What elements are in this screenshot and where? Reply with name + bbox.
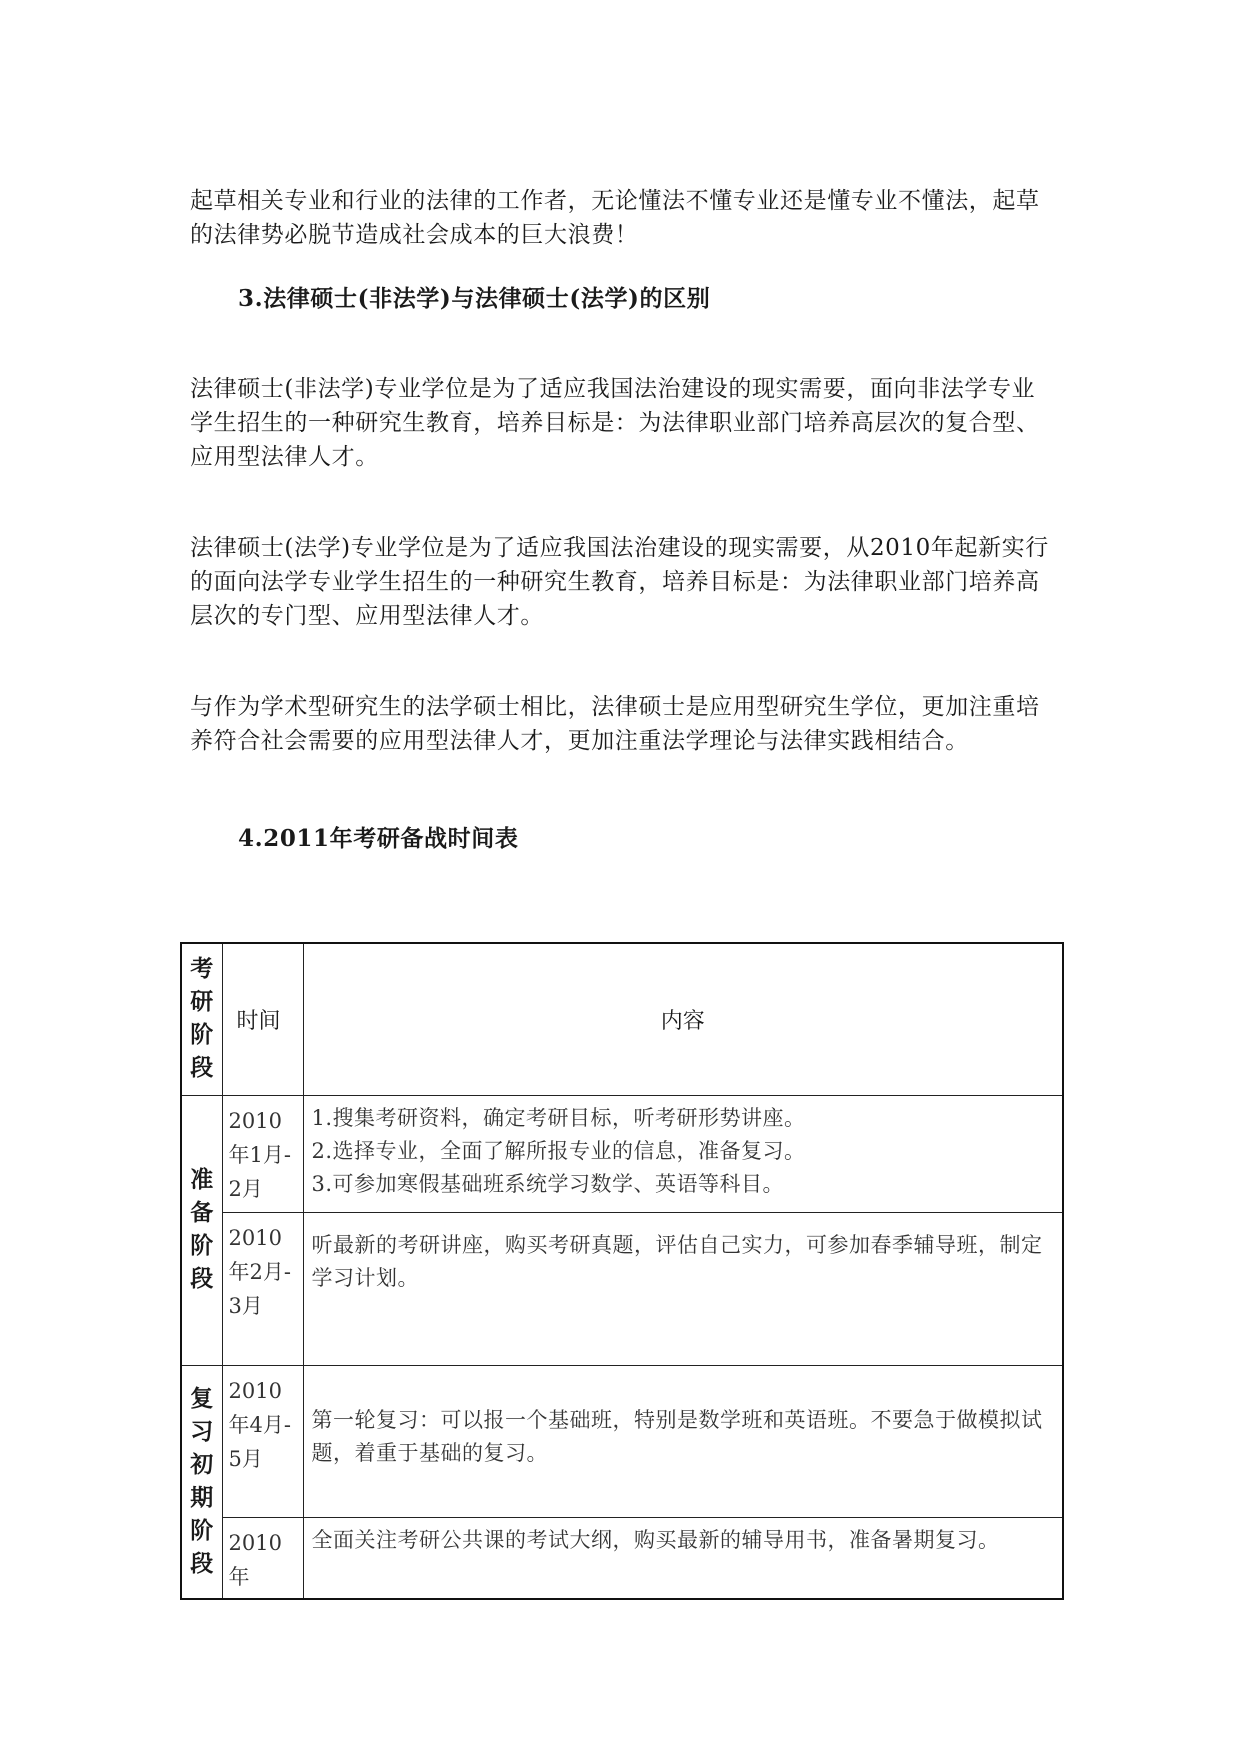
content-line: 第一轮复习：可以报一个基础班，特别是数学班和英语班。不要急于做模拟试题，着重于基础的复习。 [311, 1407, 1043, 1465]
header-stage: 考研阶段 [181, 943, 222, 1095]
stage-early-review: 复习初期阶段 [181, 1365, 222, 1599]
row-content [303, 1212, 1063, 1365]
content-line: 1.搜集考研资料，确定考研目标，听考研形势讲座。 [311, 1105, 806, 1130]
section-heading-3: 3.法律硕士(非法学)与法律硕士(法学)的区别 [238, 285, 711, 312]
row-time: 2010年4月-5月 [222, 1365, 303, 1517]
section-heading-4: 4.2011年考研备战时间表 [238, 825, 519, 852]
stage-preparation: 准备阶段 [181, 1095, 222, 1365]
table-row [181, 1517, 1063, 1599]
schedule-table [180, 942, 1064, 1600]
row-time: 2010年1月-2月 [222, 1095, 303, 1212]
paragraph-law-jm: 法律硕士(法学)专业学位是为了适应我国法治建设的现实需要，从2010年起新实行的面向法学专业学生招生的一种研究生教育，培养目标是：为法律职业部门培养高层次的专门型、应用型法律人才。 [190, 535, 1049, 629]
header-time: 时间 [222, 943, 303, 1095]
table-row [181, 1365, 1063, 1517]
paragraph-non-law-jm: 法律硕士(非法学)专业学位是为了适应我国法治建设的现实需要，面向非法学专业学生招生的一种研究生教育，培养目标是：为法律职业部门培养高层次的复合型、应用型法律人才。 [190, 376, 1040, 470]
content-line: 2.选择专业，全面了解所报专业的信息，准备复习。 [311, 1138, 806, 1163]
row-content [303, 1365, 1063, 1517]
content-line: 听最新的考研讲座，购买考研真题，评估自己实力，可参加春季辅导班，制定学习计划。 [311, 1232, 1043, 1290]
row-content [303, 1095, 1063, 1212]
row-time: 2010年 [222, 1517, 303, 1599]
row-content [303, 1517, 1063, 1599]
content-line: 全面关注考研公共课的考试大纲，购买最新的辅导用书，准备暑期复习。 [311, 1527, 1000, 1552]
paragraph-comparison: 与作为学术型研究生的法学硕士相比，法律硕士是应用型研究生学位，更加注重培养符合社会需要的应用型法律人才，更加注重法学理论与法律实践相结合。 [190, 694, 1040, 754]
content-line: 3.可参加寒假基础班系统学习数学、英语等科目。 [311, 1171, 785, 1196]
table-header-row [181, 943, 1063, 1095]
table-row [181, 1095, 1063, 1212]
row-time: 2010年2月-3月 [222, 1212, 303, 1365]
intro-paragraph: 起草相关专业和行业的法律的工作者，无论懂法不懂专业还是懂专业不懂法，起草的法律势必脱节造成社会成本的巨大浪费！ [190, 188, 1040, 248]
table-row [181, 1212, 1063, 1365]
header-content: 内容 [303, 943, 1063, 1095]
